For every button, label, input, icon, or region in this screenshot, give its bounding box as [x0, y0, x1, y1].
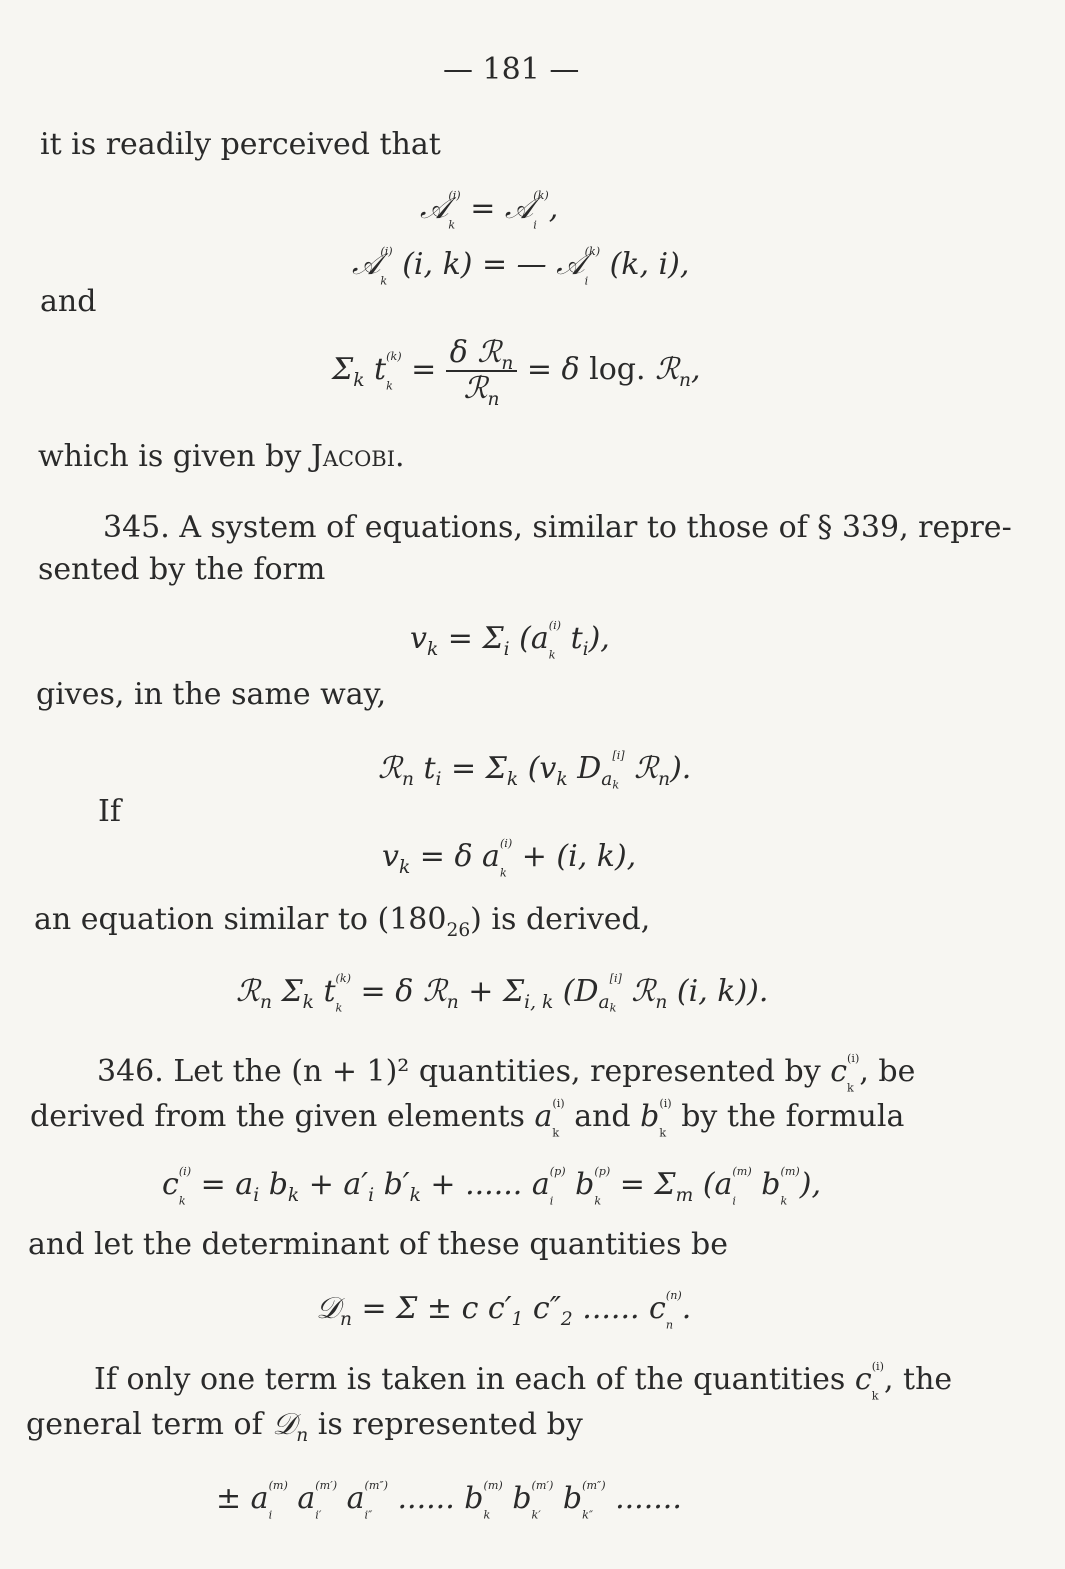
- text-line: derived from the given elements $a^{(i)}$ $_k$ and $b^{(i)}$ $_k$ by the formula: [30, 1097, 905, 1140]
- equation: $v_k = \delta$ $a^{(i)}$ $_k$ + (i, k),: [382, 837, 637, 880]
- equation: 𝒟$_n$ = Σ ± c $c'_1$ $c''_2$ ...... $c^{(n)}$ $_n$ .: [316, 1289, 692, 1332]
- text-line: If: [98, 794, 121, 829]
- equation: $v_k = \Sigma_i$ ($a^{(i)}$ $_k$ $t_i$),: [410, 619, 610, 662]
- text-line: 346. Let the (n + 1)² quantities, represented by $c^{(i)}$ $_k$ , be: [97, 1052, 916, 1095]
- equation: 𝒜$^{(i)}$ $_k$ (i, k) = — 𝒜$^{(k)}$ $_i$ (k, i),: [352, 245, 690, 288]
- text-line: and let the determinant of these quantities be: [28, 1227, 729, 1262]
- equation: ± $a^{(m)}$ $_i$ $a^{(m')}$ $_{i'}$ $a^{(m'')}$ $_{i''}$ ...... $b^{(m)}$ $_k$ $b^{(m')}$ $_{k'}$ $b^{(m'')}$ $_{k''}$ .......: [216, 1479, 682, 1522]
- page-number: — 181 —: [443, 52, 580, 87]
- text-line: which is given by Jacobi.: [38, 439, 405, 474]
- equation: 𝒜$^{(i)}$ $_k$ = 𝒜$^{(k)}$ $_i$ ,: [420, 189, 559, 232]
- text-line: general term of 𝒟$_n$ is represented by: [26, 1407, 583, 1446]
- text-line: If only one term is taken in each of the quantities $c^{(i)}$ $_k$ , the: [94, 1360, 953, 1403]
- text-line: and: [40, 284, 97, 319]
- equation: ℛ$_n$ $t_i = \Sigma_k$ ($v_k$ $D_a[i]$ $_k$ ℛ$_n$).: [378, 749, 692, 792]
- equation: $c^{(i)}$ $_k = a_i$ $b_k + a'_i$ $b'_k$ + ...... $a^{(p)}$ $_i$ $b^{(p)}$ $_k = \Sigma_m$ ($a^{(m)}$ $_i$ $b^{(m)}$ $_k$ ),: [162, 1165, 822, 1208]
- text-line: it is readily perceived that: [40, 127, 441, 162]
- equation: $\Sigma_k$ $t^{(k)}$ $_k$ = $\frac{\delta ℛ_n}{ℛ_n}$ = δ log. ℛ$_n$,: [332, 335, 701, 410]
- text-line: sented by the form: [38, 552, 326, 587]
- equation: ℛ$_n$ $\Sigma_k$ $t^{(k)}$ $_k$ = δ ℛ$_n$ + $\Sigma_{i, k}$ ($D_a[i]$ $_k$ ℛ$_n$ (i, k)).: [236, 972, 769, 1015]
- text-line: gives, in the same way,: [36, 677, 387, 712]
- text-line: an equation similar to $(180_{26})$ is derived,: [34, 902, 651, 941]
- text-line: 345. A system of equations, similar to those of § 339, repre-: [103, 510, 1012, 545]
